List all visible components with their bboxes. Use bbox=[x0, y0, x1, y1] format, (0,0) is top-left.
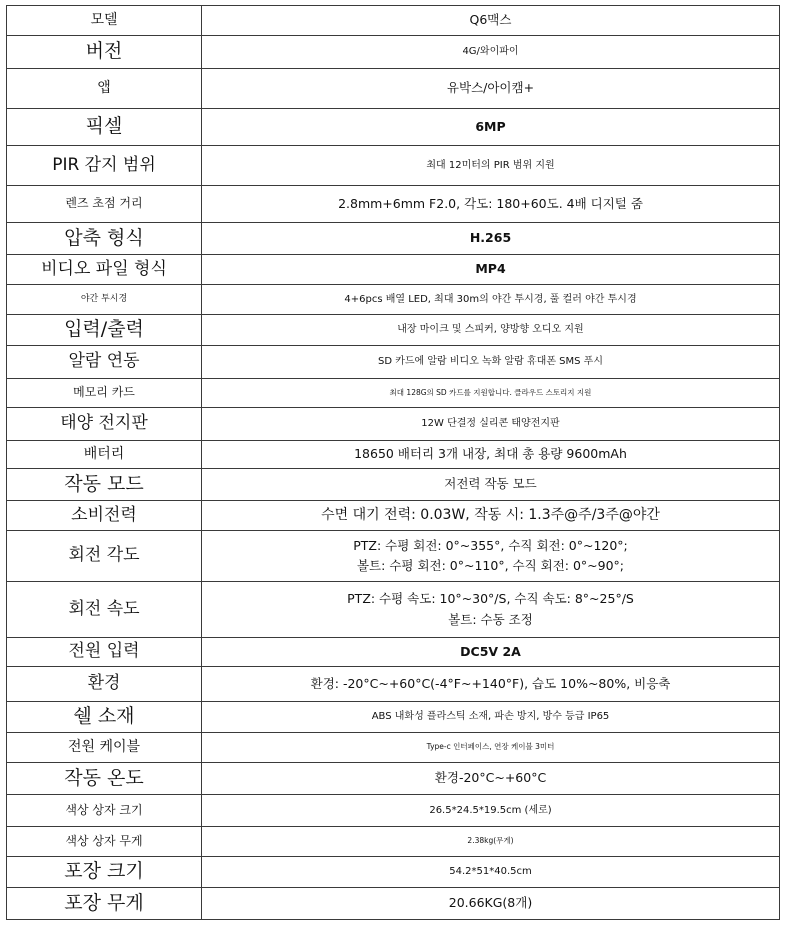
spec-value bbox=[202, 638, 780, 667]
spec-value bbox=[202, 408, 780, 441]
table-row bbox=[7, 69, 780, 109]
spec-label: 버전 bbox=[7, 36, 202, 69]
spec-value-line: 54.2*51*40.5cm bbox=[449, 866, 532, 878]
table-row bbox=[7, 857, 780, 888]
spec-label: 렌즈 초점 거리 bbox=[7, 186, 202, 223]
spec-value bbox=[202, 702, 780, 733]
table-row bbox=[7, 408, 780, 441]
table-row bbox=[7, 186, 780, 223]
spec-value bbox=[202, 469, 780, 501]
table-row bbox=[7, 36, 780, 69]
spec-label: 색상 상자 크기 bbox=[7, 795, 202, 827]
spec-label: 작동 온도 bbox=[7, 763, 202, 795]
spec-value-line: 환경: -20°C~+60°C(-4°F~+140°F), 습도 10%~80%, 비응축 bbox=[310, 675, 671, 691]
spec-value bbox=[202, 6, 780, 36]
spec-value bbox=[202, 109, 780, 146]
spec-value-line: 내장 마이크 및 스피커, 양방향 오디오 지원 bbox=[397, 324, 584, 336]
spec-label: 환경 bbox=[7, 667, 202, 702]
spec-label: 회전 속도 bbox=[7, 582, 202, 638]
spec-label: 메모리 카드 bbox=[7, 379, 202, 408]
spec-label: 소비전력 bbox=[7, 501, 202, 531]
spec-value bbox=[202, 223, 780, 255]
spec-value bbox=[202, 733, 780, 763]
spec-value-line: H.265 bbox=[469, 230, 512, 246]
spec-value-line: ABS 내화성 플라스틱 소재, 파손 방지, 방수 등급 IP65 bbox=[371, 711, 610, 723]
table-row bbox=[7, 255, 780, 285]
spec-label: 알람 연동 bbox=[7, 346, 202, 379]
table-row bbox=[7, 582, 780, 638]
spec-value bbox=[202, 501, 780, 531]
spec-value-line: PTZ: 수평 속도: 10°~30°/S, 수직 속도: 8°~25°/S bbox=[347, 591, 634, 607]
spec-value-line: 유박스/아이캠+ bbox=[446, 80, 535, 96]
spec-value bbox=[202, 857, 780, 888]
spec-label: PIR 감지 범위 bbox=[7, 146, 202, 186]
table-row bbox=[7, 531, 780, 582]
spec-label: 앱 bbox=[7, 69, 202, 109]
spec-value-line: 볼트: 수동 조정 bbox=[448, 611, 533, 627]
spec-value bbox=[202, 146, 780, 186]
spec-value-line: MP4 bbox=[475, 261, 506, 277]
spec-value-line: 26.5*24.5*19.5cm (세로) bbox=[429, 804, 552, 816]
spec-label: 배터리 bbox=[7, 441, 202, 469]
spec-value bbox=[202, 582, 780, 638]
table-row bbox=[7, 223, 780, 255]
spec-label: 비디오 파일 형식 bbox=[7, 255, 202, 285]
table-row bbox=[7, 763, 780, 795]
spec-value bbox=[202, 69, 780, 109]
table-row bbox=[7, 379, 780, 408]
spec-label: 색상 상자 무게 bbox=[7, 827, 202, 857]
spec-value-line: 20.66KG(8개) bbox=[448, 895, 533, 911]
spec-value bbox=[202, 346, 780, 379]
spec-label: 픽셀 bbox=[7, 109, 202, 146]
spec-value-line: 최대 12미터의 PIR 범위 지원 bbox=[426, 159, 555, 171]
spec-value-line: 4G/와이파이 bbox=[462, 46, 519, 58]
table-row bbox=[7, 109, 780, 146]
spec-value-line: 18650 배터리 3개 내장, 최대 총 용량 9600mAh bbox=[354, 446, 627, 462]
spec-value-line: 2.8mm+6mm F2.0, 각도: 180+60도. 4배 디지털 줌 bbox=[338, 195, 643, 211]
spec-value-line: 4+6pcs 배열 LED, 최대 30m의 야간 투시경, 풀 컬러 야간 투시경 bbox=[344, 293, 637, 305]
spec-label: 야간 투시경 bbox=[7, 285, 202, 315]
table-row bbox=[7, 702, 780, 733]
spec-label: 포장 무게 bbox=[7, 888, 202, 920]
spec-value-line: 6MP bbox=[475, 118, 506, 134]
spec-value bbox=[202, 531, 780, 582]
table-row bbox=[7, 795, 780, 827]
spec-table-body bbox=[7, 6, 780, 920]
spec-value bbox=[202, 36, 780, 69]
spec-value bbox=[202, 827, 780, 857]
spec-label: 모델 bbox=[7, 6, 202, 36]
spec-value-line: 수면 대기 전력: 0.03W, 작동 시: 1.3주@주/3주@야간 bbox=[321, 507, 660, 524]
spec-value bbox=[202, 888, 780, 920]
table-row bbox=[7, 888, 780, 920]
spec-label: 작동 모드 bbox=[7, 469, 202, 501]
table-row bbox=[7, 346, 780, 379]
table-row bbox=[7, 469, 780, 501]
spec-value bbox=[202, 795, 780, 827]
spec-label: 압축 형식 bbox=[7, 223, 202, 255]
table-row bbox=[7, 638, 780, 667]
table-row bbox=[7, 285, 780, 315]
spec-value bbox=[202, 763, 780, 795]
spec-table bbox=[6, 5, 780, 920]
spec-value bbox=[202, 315, 780, 346]
table-row bbox=[7, 667, 780, 702]
spec-value-line: Q6맥스 bbox=[469, 12, 512, 28]
spec-value bbox=[202, 186, 780, 223]
spec-value bbox=[202, 255, 780, 285]
spec-value bbox=[202, 441, 780, 469]
table-row bbox=[7, 315, 780, 346]
spec-label: 쉘 소재 bbox=[7, 702, 202, 733]
spec-value-line: DC5V 2A bbox=[460, 643, 521, 659]
spec-value-line: 저전력 작동 모드 bbox=[444, 476, 537, 492]
spec-value-line: SD 카드에 알람 비디오 녹화 알람 휴대폰 SMS 푸시 bbox=[377, 356, 604, 368]
spec-label: 입력/출력 bbox=[7, 315, 202, 346]
table-row bbox=[7, 733, 780, 763]
spec-label: 전원 입력 bbox=[7, 638, 202, 667]
spec-label: 포장 크기 bbox=[7, 857, 202, 888]
spec-label: 태양 전지판 bbox=[7, 408, 202, 441]
table-row bbox=[7, 441, 780, 469]
table-row bbox=[7, 827, 780, 857]
spec-value-line: Type-c 인터페이스, 연장 케이블 3미터 bbox=[426, 742, 555, 752]
spec-label: 전원 케이블 bbox=[7, 733, 202, 763]
spec-value-line: 2.38kg(무게) bbox=[467, 836, 514, 846]
spec-value-line: 최대 128G의 SD 카드를 지원합니다. 클라우드 스토리지 지원 bbox=[389, 387, 592, 397]
table-row bbox=[7, 501, 780, 531]
spec-value-line: 환경-20°C~+60°C bbox=[434, 770, 547, 786]
spec-value-line: 볼트: 수평 회전: 0°~110°, 수직 회전: 0°~90°; bbox=[356, 558, 625, 573]
table-row bbox=[7, 146, 780, 186]
spec-value bbox=[202, 379, 780, 408]
spec-label: 회전 각도 bbox=[7, 531, 202, 582]
spec-value bbox=[202, 667, 780, 702]
table-row bbox=[7, 6, 780, 36]
spec-value-line: PTZ: 수평 회전: 0°~355°, 수직 회전: 0°~120°; bbox=[353, 537, 628, 553]
spec-value bbox=[202, 285, 780, 315]
spec-value-line: 12W 단결정 실리콘 태양전지판 bbox=[421, 418, 560, 430]
